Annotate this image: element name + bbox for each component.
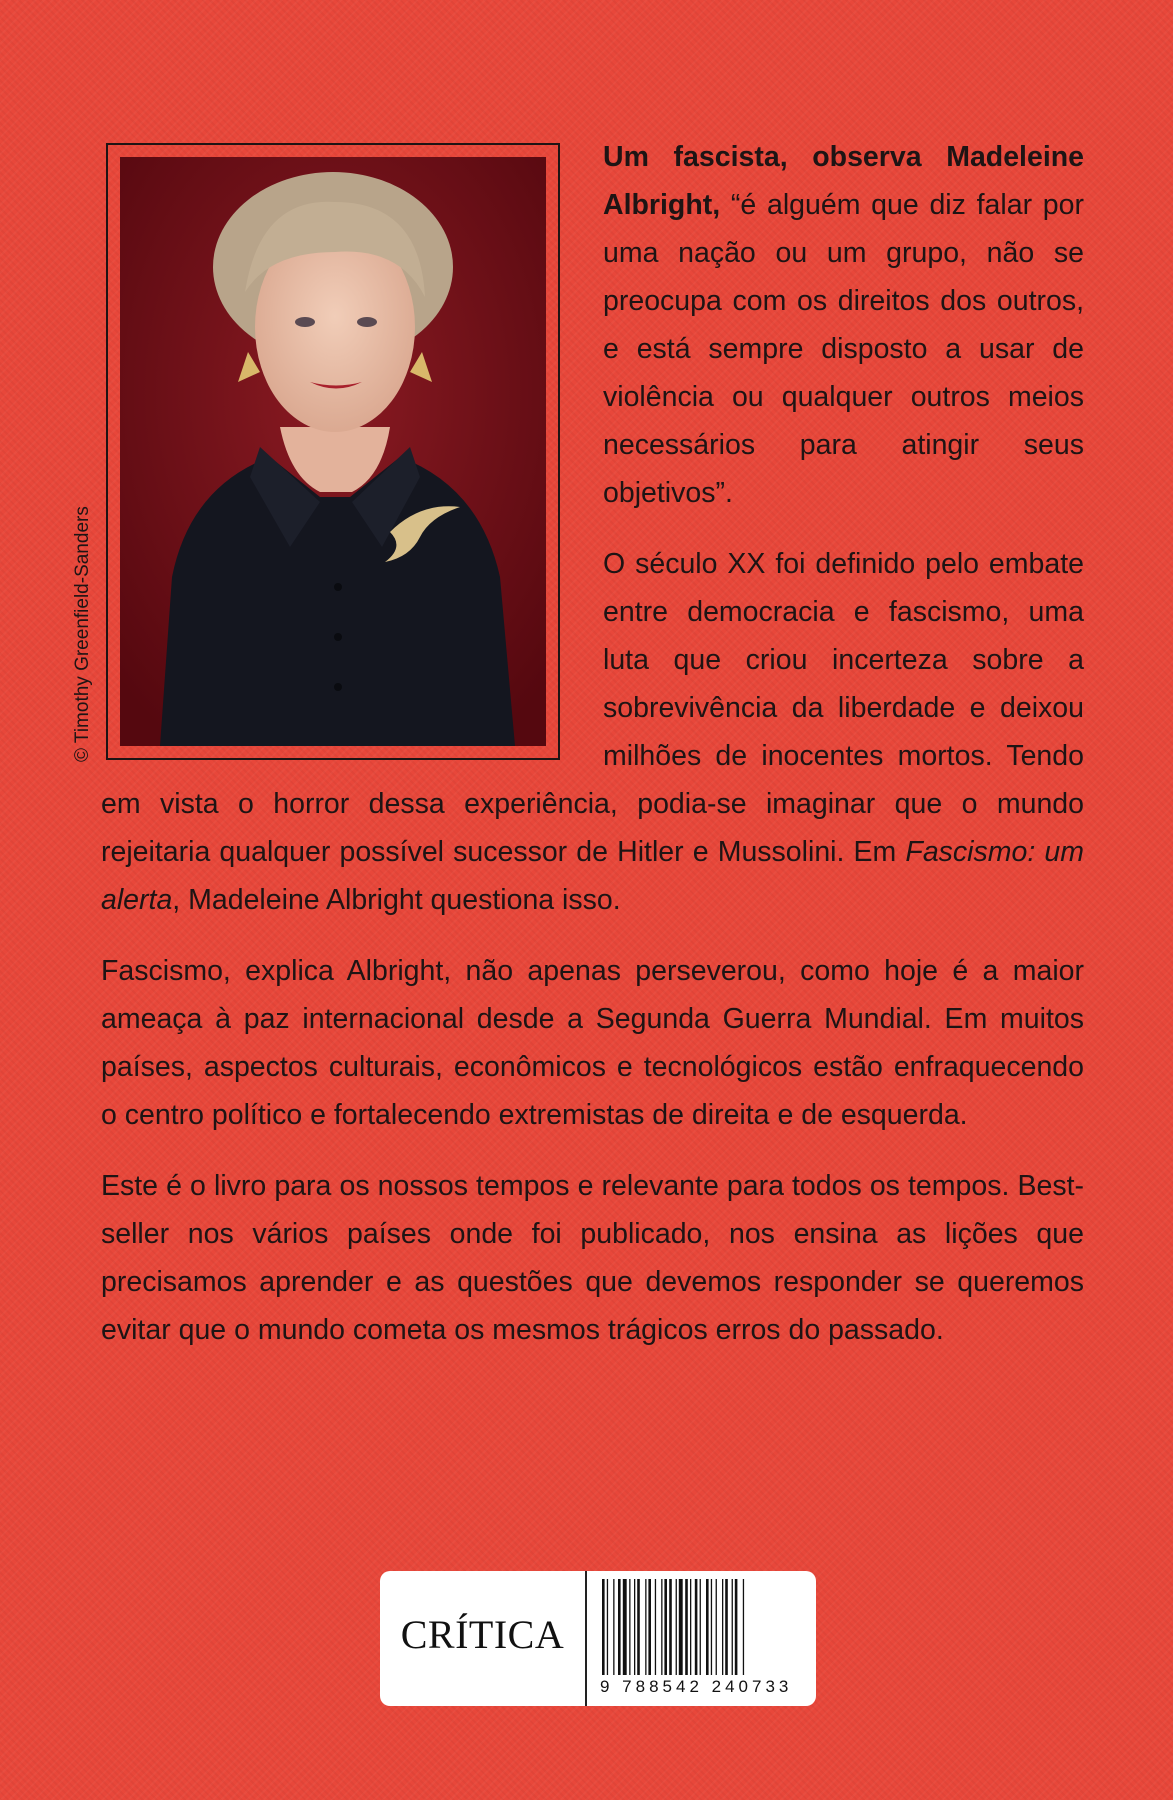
isbn-number: 9 788542 240733	[600, 1677, 793, 1696]
barcode-panel	[380, 1571, 816, 1706]
barcode-icon	[600, 1579, 800, 1675]
paragraph-3: Fascismo, explica Albright, não apenas perseverou, como hoje é a maior ameaça à paz internacional desde a Segunda Guerra Mundial. Em muitos países, aspectos culturais, econômicos e tecnológicos estão enfraquecendo o centro político e fortalecendo extremistas de direita e de esquerda.	[101, 955, 1084, 1131]
back-cover-text	[101, 133, 1084, 1377]
panel-divider	[585, 1571, 587, 1706]
paragraph-1-body: “é alguém que diz falar por uma nação ou um grupo, não se preocupa com os direitos dos outros, e está sempre disposto a usar de violência ou qualquer outros meios necessários para atingir seus objetivos”.	[603, 189, 1084, 509]
book-title: Fascismo: um alerta	[101, 836, 1084, 916]
paragraph-4: Este é o livro para os nossos tempos e relevante para todos os tempos. Best-seller nos vários países onde foi publicado, nos ensina as lições que precisamos aprender e as questões que devemos responder se queremos evitar que o mundo cometa os mesmos trágicos erros do passado.	[101, 1170, 1084, 1346]
publisher-logo: CRÍTICA	[400, 1612, 565, 1657]
paragraph-2-body-b: , Madeleine Albright questiona isso.	[172, 884, 621, 916]
paragraph-2-body-a: O século XX foi definido pelo embate entre democracia e fascismo, uma luta que criou incerteza sobre a sobrevivência da liberdade e deixou milhões de inocentes mortos. Tendo em vista o horror dessa experiência, podia-se imaginar que o mundo rejeitaria qualquer possível sucessor de Hitler e Mussolini. Em	[101, 548, 1084, 868]
paragraph-1-lead: Um fascista, observa Madeleine Albright,	[603, 141, 1084, 221]
photo-credit: © Timothy Greenfield-Sanders	[72, 506, 93, 762]
